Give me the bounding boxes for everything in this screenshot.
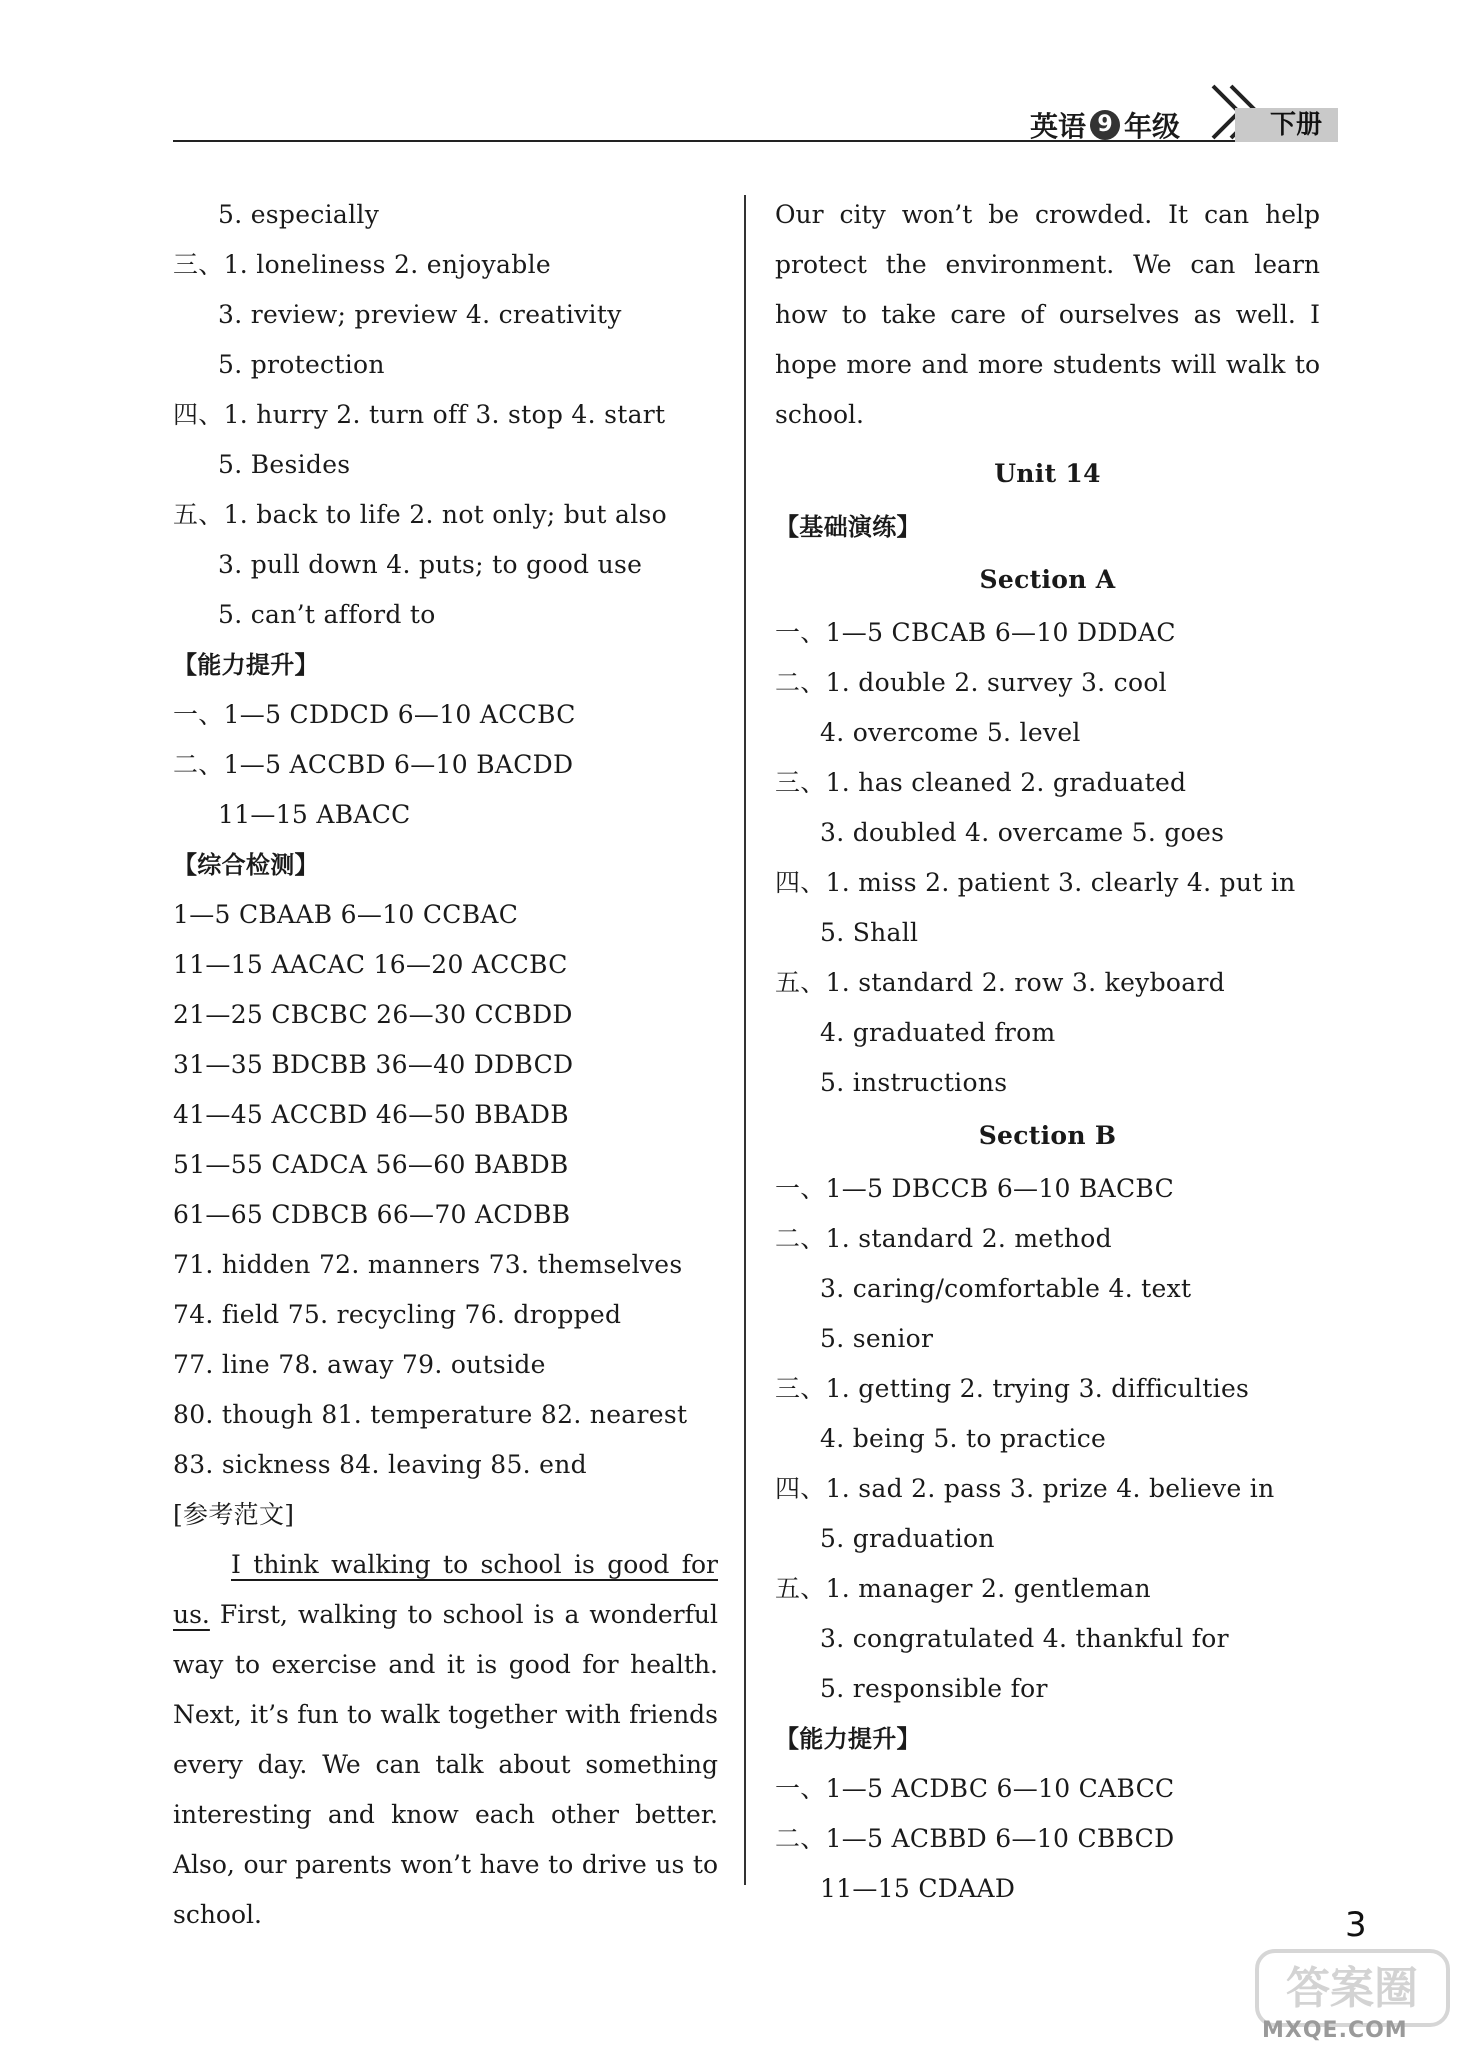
essay-body: First, walking to school is a wonderful way to exercise and it is good for health. Next, it’s fun to walk together with friends every day. We can talk about something interesting and know each other better. Also, our parents won’t have to drive us to school. (173, 1600, 718, 1929)
answer-line: 三、1. has cleaned 2. graduated (775, 768, 1187, 797)
answer-line: 4. being 5. to practice (820, 1424, 1107, 1453)
section-heading: 【综合检测】 (173, 851, 319, 879)
answer-line: 11—15 CDAAD (820, 1874, 1016, 1903)
answer-line: 三、1. getting 2. trying 3. difficulties (775, 1374, 1250, 1403)
answer-line: 11—15 ABACC (218, 800, 411, 829)
answer-line: 21—25 CBCBC 26—30 CCBDD (173, 1000, 573, 1029)
section-heading: 【能力提升】 (775, 1725, 921, 1753)
subject-label: 英语 (1030, 110, 1087, 143)
answer-line: 80. though 81. temperature 82. nearest (173, 1400, 688, 1429)
answer-line: 二、1—5 ACBBD 6—10 CBBCD (775, 1824, 1175, 1853)
answer-line: 4. graduated from (820, 1018, 1056, 1047)
answer-line: 11—15 AACAC 16—20 ACCBC (173, 950, 568, 979)
left-column (173, 190, 718, 1940)
answer-line: 5. protection (218, 350, 385, 379)
grade-number-badge: 9 (1090, 110, 1120, 140)
answer-line: 5. responsible for (820, 1674, 1048, 1703)
answer-line: 5. senior (820, 1324, 934, 1353)
answer-line: 77. line 78. away 79. outside (173, 1350, 546, 1379)
column-divider (744, 195, 746, 1885)
answer-line: 74. field 75. recycling 76. dropped (173, 1300, 622, 1329)
answer-line: 二、1. standard 2. method (775, 1224, 1112, 1253)
left-answer-lines (173, 190, 718, 1540)
answer-line: 五、1. standard 2. row 3. keyboard (775, 968, 1226, 997)
answer-line: 5. Shall (820, 918, 919, 947)
answer-line: 5. instructions (820, 1068, 1008, 1097)
answer-line: 四、1. sad 2. pass 3. prize 4. believe in (775, 1474, 1275, 1503)
answer-line: 5. graduation (820, 1524, 995, 1553)
watermark-url: MXQE.COM (1262, 2018, 1408, 2043)
answer-line: 3. doubled 4. overcame 5. goes (820, 818, 1225, 847)
answer-line: 5. can’t afford to (218, 600, 436, 629)
unit-heading: Section B (978, 1121, 1117, 1150)
answer-line: 1—5 CBAAB 6—10 CCBAC (173, 900, 519, 929)
sample-essay-continued: Our city won’t be crowded. It can help protect the environment. We can learn how to take care of ourselves as well. I hope more and more students will walk to school. (775, 200, 1320, 429)
answer-line: 5. Besides (218, 450, 351, 479)
answer-line: 二、1—5 ACCBD 6—10 BACDD (173, 750, 574, 779)
unit-heading: Unit 14 (994, 459, 1101, 488)
answer-line: 3. pull down 4. puts; to good use (218, 550, 643, 579)
right-column (775, 190, 1320, 1914)
answer-line: 三、1. loneliness 2. enjoyable (173, 250, 551, 279)
answer-line: 41—45 ACCBD 46—50 BBADB (173, 1100, 569, 1129)
answer-line: 61—65 CDBCB 66—70 ACDBB (173, 1200, 571, 1229)
right-answer-lines (775, 446, 1320, 1914)
answer-line: 83. sickness 84. leaving 85. end (173, 1450, 587, 1479)
answer-line: 31—35 BDCBB 36—40 DDBCD (173, 1050, 574, 1079)
answer-line: 五、1. back to life 2. not only; but also (173, 500, 667, 529)
answer-line: 5. especially (218, 200, 380, 229)
answer-line: 五、1. manager 2. gentleman (775, 1574, 1151, 1603)
answer-line: 51—55 CADCA 56—60 BABDB (173, 1150, 569, 1179)
page-number: 3 (1345, 1905, 1367, 1945)
unit-heading: Section A (979, 565, 1116, 594)
answer-line: 3. congratulated 4. thankful for (820, 1624, 1229, 1653)
answer-line: 3. caring/comfortable 4. text (820, 1274, 1192, 1303)
answer-line: 四、1. hurry 2. turn off 3. stop 4. start (173, 400, 666, 429)
answer-line: 一、1—5 DBCCB 6—10 BACBC (775, 1174, 1174, 1203)
watermark-logo-text: 答案圈 (1286, 1963, 1418, 2014)
reference-label: [参考范文] (173, 1500, 295, 1529)
answer-line: 71. hidden 72. manners 73. themselves (173, 1250, 683, 1279)
answer-line: 3. review; preview 4. creativity (218, 300, 622, 329)
answer-line: 二、1. double 2. survey 3. cool (775, 668, 1167, 697)
answer-line: 4. overcome 5. level (820, 718, 1081, 747)
answer-line: 四、1. miss 2. patient 3. clearly 4. put in (775, 868, 1296, 897)
header-title (1030, 105, 1180, 145)
answer-line: 一、1—5 CBCAB 6—10 DDDAC (775, 618, 1176, 647)
section-heading: 【能力提升】 (173, 651, 319, 679)
volume-tag: 下册 (1235, 108, 1338, 142)
section-heading: 【基础演练】 (775, 513, 921, 541)
answer-line: 一、1—5 CDDCD 6—10 ACCBC (173, 700, 576, 729)
essay-topic-sentence: I think walking to school is good for us. (173, 1550, 718, 1629)
grade-suffix-label: 年级 (1124, 110, 1181, 143)
answer-line: 一、1—5 ACDBC 6—10 CABCC (775, 1774, 1175, 1803)
sample-essay (173, 1540, 718, 1940)
